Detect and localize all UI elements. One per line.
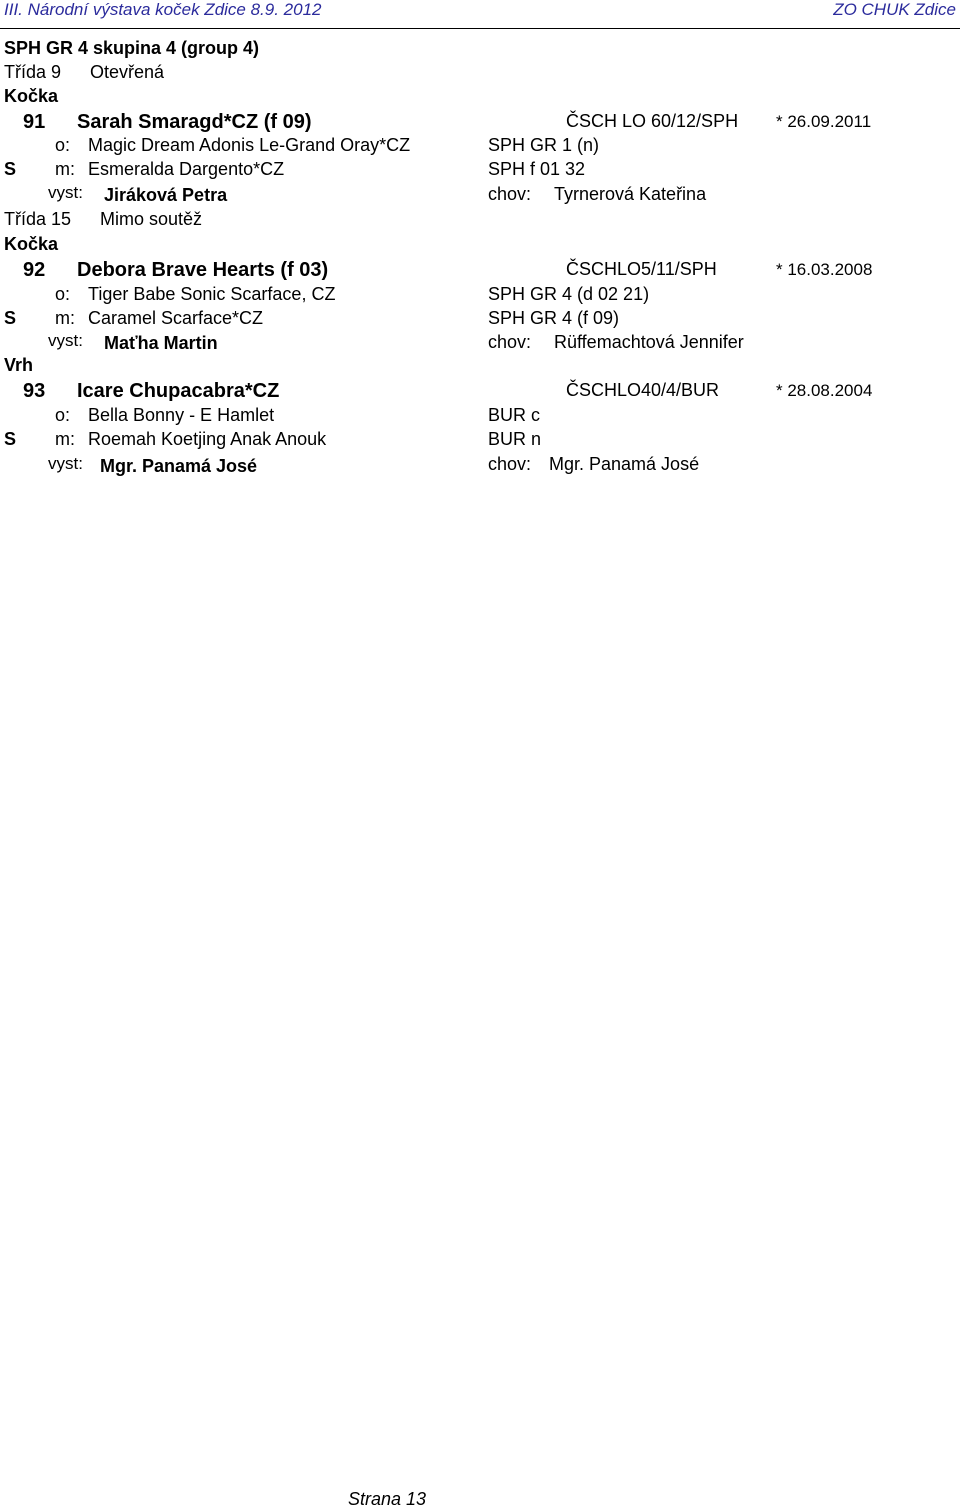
father-ems: SPH GR 4 (d 02 21)	[488, 284, 650, 304]
entry-birthdate: * 26.09.2011	[776, 112, 872, 131]
entry-number: 92	[23, 259, 46, 281]
mother-ems: BUR n	[488, 429, 542, 449]
breeder-name: Rüffemachtová Jennifer	[554, 332, 744, 352]
mother-ems: SPH GR 4 (f 09)	[488, 308, 620, 328]
exhibitor-name: Mgr. Panamá José	[100, 456, 258, 476]
mother-name: Esmeralda Dargento*CZ	[88, 159, 285, 179]
group-heading: SPH GR 4 skupina 4 (group 4)	[4, 38, 260, 58]
header-organizer: ZO CHUK Zdice	[833, 0, 956, 19]
header-title: III. Národní výstava koček Zdice 8.9. 2012	[4, 0, 322, 19]
sex-heading: Vrh	[4, 355, 34, 375]
exhibitor-label: vyst:	[48, 331, 83, 350]
father-ems: BUR c	[488, 405, 541, 425]
entry-registration: ČSCHLO40/4/BUR	[566, 380, 720, 400]
entry-name: Icare Chupacabra*CZ	[77, 380, 280, 402]
page-number: Strana 13	[348, 1489, 427, 1509]
sex-heading: Kočka	[4, 234, 59, 254]
breeder-name: Tyrnerová Kateřina	[554, 184, 707, 204]
entry-registration: ČSCHLO5/11/SPH	[566, 259, 717, 279]
mother-name: Caramel Scarface*CZ	[88, 308, 264, 328]
class-label: Třída 9	[4, 62, 62, 82]
entry-number: 91	[23, 111, 46, 133]
entry-number: 93	[23, 380, 46, 402]
entry-letter: S	[4, 159, 17, 179]
exhibitor-name: Maťha Martin	[104, 333, 218, 353]
entry-name: Sarah Smaragd*CZ (f 09)	[77, 111, 312, 133]
header-divider	[0, 28, 960, 29]
exhibitor-label: vyst:	[48, 183, 83, 202]
entry-letter: S	[4, 429, 17, 449]
exhibitor-label: vyst:	[48, 454, 83, 473]
class-name: Mimo soutěž	[100, 209, 203, 229]
class-label: Třída 15	[4, 209, 72, 229]
father-name: Magic Dream Adonis Le-Grand Oray*CZ	[88, 135, 411, 155]
father-ems: SPH GR 1 (n)	[488, 135, 600, 155]
class-name: Otevřená	[90, 62, 165, 82]
mother-label: m:	[55, 429, 75, 449]
exhibitor-name: Jiráková Petra	[104, 185, 228, 205]
breeder-name: Mgr. Panamá José	[549, 454, 700, 474]
entry-birthdate: * 28.08.2004	[776, 381, 873, 400]
entry-birthdate: * 16.03.2008	[776, 260, 873, 279]
mother-label: m:	[55, 308, 75, 328]
mother-name: Roemah Koetjing Anak Anouk	[88, 429, 327, 449]
entry-letter: S	[4, 308, 17, 328]
breeder-label: chov:	[488, 332, 532, 352]
father-label: o:	[55, 135, 71, 155]
father-name: Tiger Babe Sonic Scarface, CZ	[88, 284, 336, 304]
mother-label: m:	[55, 159, 75, 179]
father-label: o:	[55, 405, 71, 425]
breeder-label: chov:	[488, 184, 532, 204]
father-label: o:	[55, 284, 71, 304]
father-name: Bella Bonny - E Hamlet	[88, 405, 275, 425]
entry-registration: ČSCH LO 60/12/SPH	[566, 111, 739, 131]
mother-ems: SPH f 01 32	[488, 159, 586, 179]
sex-heading: Kočka	[4, 86, 59, 106]
entry-name: Debora Brave Hearts (f 03)	[77, 259, 329, 281]
breeder-label: chov:	[488, 454, 532, 474]
